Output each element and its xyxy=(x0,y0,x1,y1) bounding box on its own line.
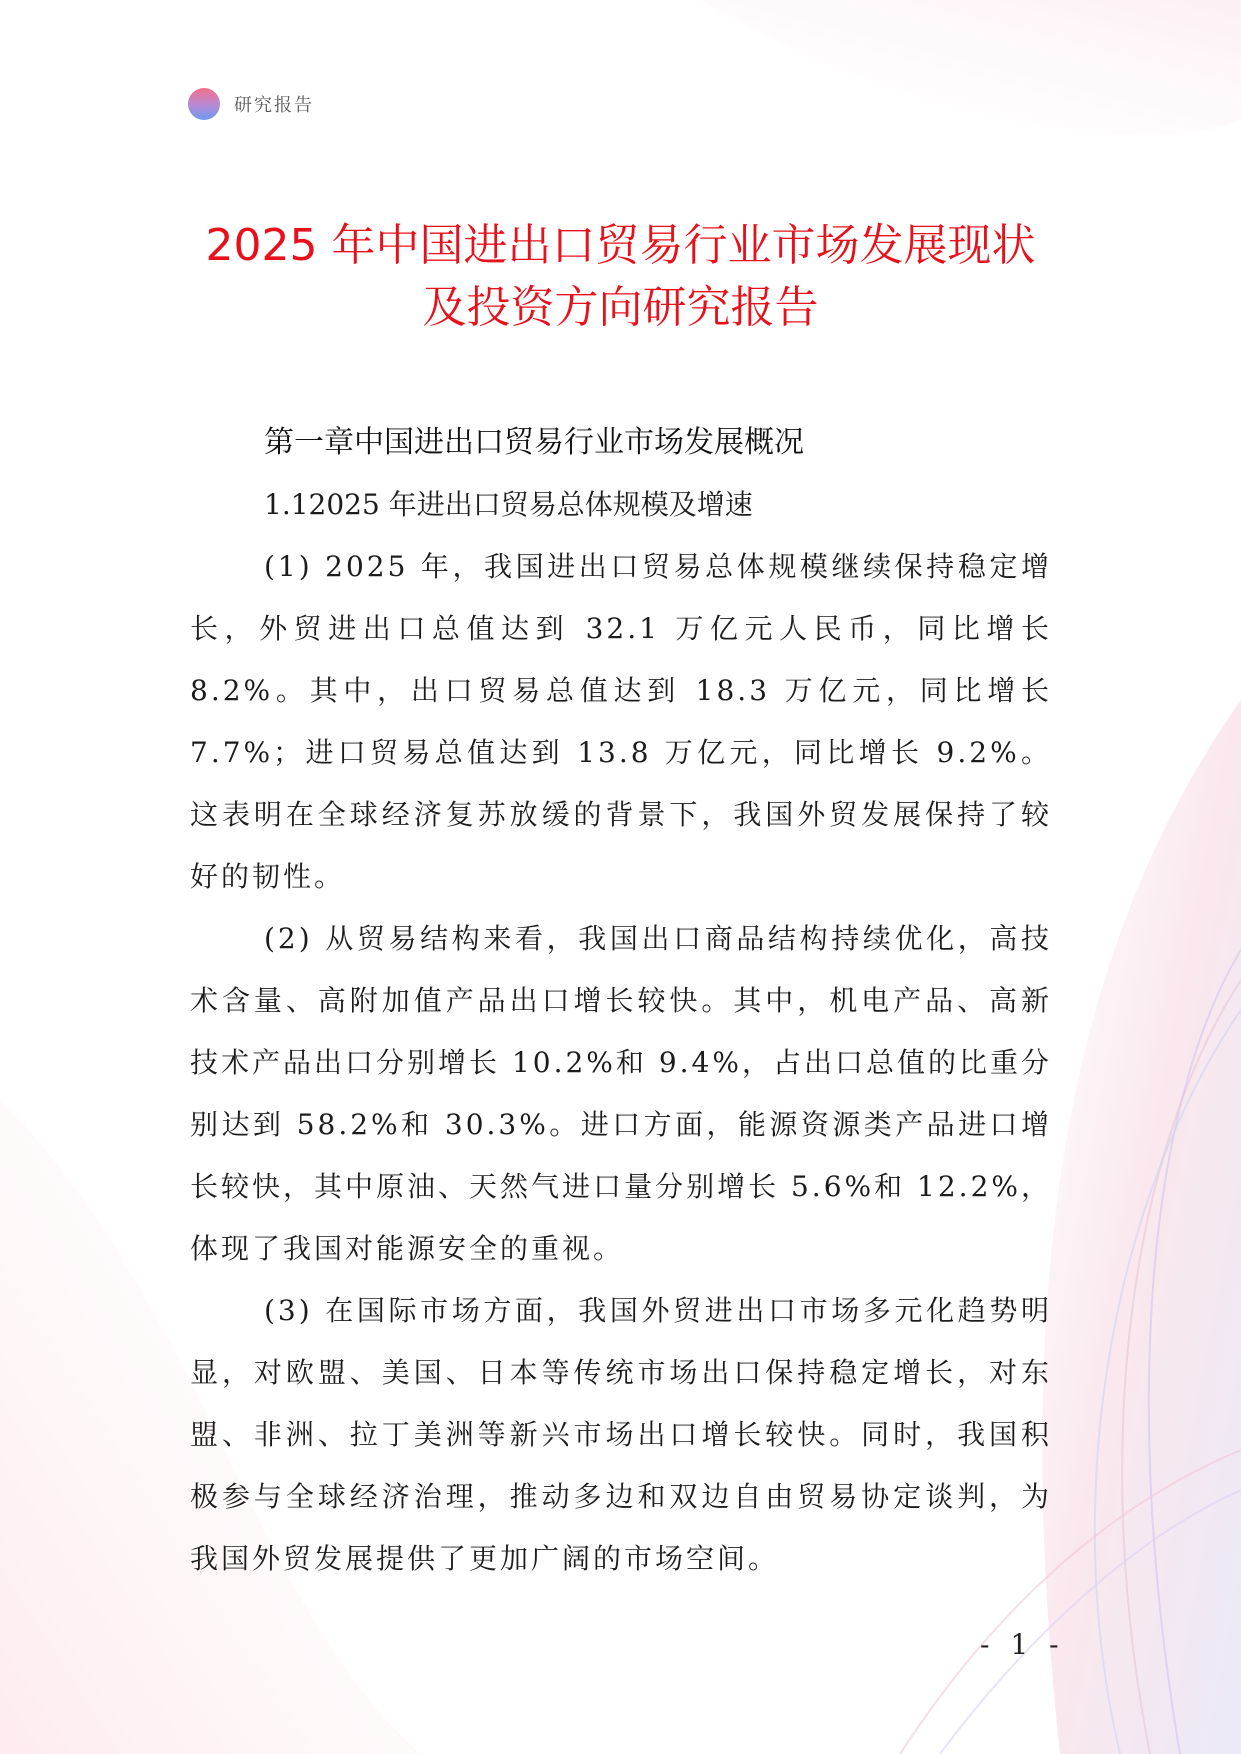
page-number: - 1 - xyxy=(980,1628,1065,1661)
title-line-2: 及投资方向研究报告 xyxy=(422,282,819,333)
section-heading: 1.12025 年进出口贸易总体规模及增速 xyxy=(264,488,753,521)
chapter-heading: 第一章中国进出口贸易行业市场发展概况 xyxy=(264,425,804,460)
paragraph-3: (3) 在国际市场方面，我国外贸进出口市场多元化趋势明显，对欧盟、美国、日本等传统市场出口保持稳定增长，对东盟、非洲、拉丁美洲等新兴市场出口增长较快。同时，我国积极参与全球经济治理，推动多边和双边自由贸易协定谈判，为我国外贸发展提供了更加广阔的市场空间。 xyxy=(190,1294,1052,1575)
report-header xyxy=(188,88,314,120)
report-logo-icon xyxy=(188,88,220,120)
paragraph-1: (1) 2025 年，我国进出口贸易总体规模继续保持稳定增长，外贸进出口总值达到 32.1 万亿元人民币，同比增长 8.2%。其中，出口贸易总值达到 18.3 万亿元，同比增长 7.7%；进口贸易总值达到 13.8 万亿元，同比增长 9.2%。这表明在全球经济复苏放缓的背景下，我国外贸发展保持了较好的韧性。 xyxy=(190,550,1052,893)
paragraph-2: (2) 从贸易结构来看，我国出口商品结构持续优化，高技术含量、高附加值产品出口增长较快。其中，机电产品、高新技术产品出口分别增长 10.2%和 9.4%，占出口总值的比重分别达到 58.2%和 30.3%。进口方面，能源资源类产品进口增长较快，其中原油、天然气进口量分别增长 5.6%和 12.2%，体现了我国对能源安全的重视。 xyxy=(190,922,1052,1265)
document-title xyxy=(0,215,1241,339)
title-line-1: 2025 年中国进出口贸易行业市场发展现状 xyxy=(205,220,1036,271)
document-body xyxy=(190,412,1052,1590)
header-label: 研究报告 xyxy=(234,95,314,116)
